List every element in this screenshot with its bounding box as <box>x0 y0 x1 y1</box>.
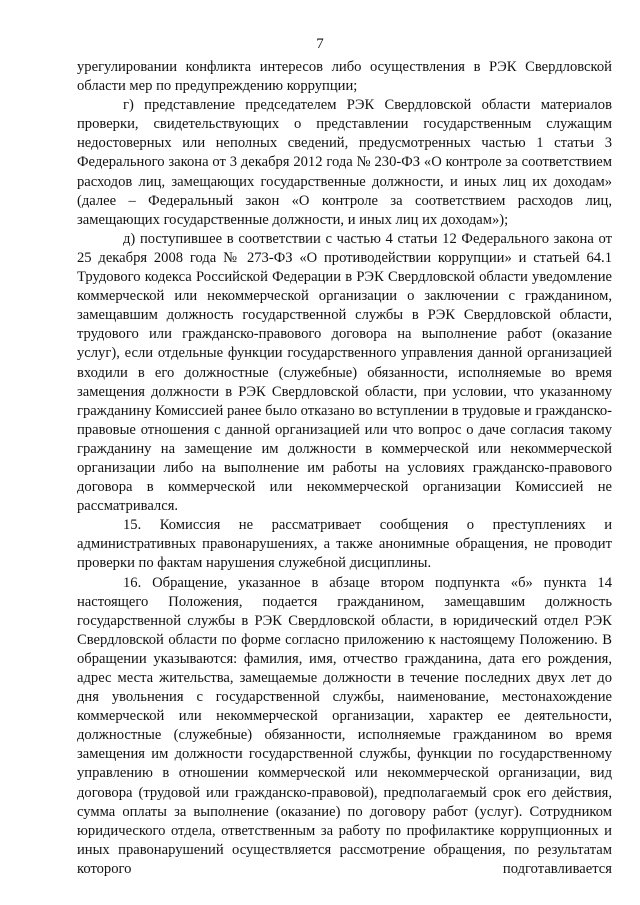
paragraph-continuation: урегулировании конфликта интересов либо осуществления в РЭК Свердловской области мер по предупреждению коррупции; <box>77 59 612 95</box>
paragraph-point-15: 15. Комиссия не рассматривает сообщения о преступлениях и административных правонарушениях, а также анонимные обращения, не проводит проверки по фактам нарушения служебной дисциплины. <box>77 517 612 572</box>
paragraph-item-g: г) представление председателем РЭК Свердловской области материалов проверки, свидетельствующих о представлении государственным служащим недостоверных или неполных сведений, предусмотренных частью 1 статьи 3 Федерального закона от 3 декабря 2012 года № 230-ФЗ «О контроле за соответствием расходов лиц, замещающих государственные должности, и иных лиц их доходам» (далее – Федеральный закон «О контроле за соответствием расходов лиц, замещающих государственные должности, и иных лиц их доходам»); <box>77 97 612 228</box>
document-body <box>77 58 612 879</box>
paragraph-point-16: 16. Обращение, указанное в абзаце втором подпункта «б» пункта 14 настоящего Положения, подается гражданином, замещавшим должность государственной службы в РЭК Свердловской области, в юридический отдел РЭК Свердловской области по форме согласно приложению к настоящему Положению. В обращении указываются: фамилия, имя, отчество гражданина, дата его рождения, адрес места жительства, замещаемые должности в течение последних двух лет до дня увольнения с государственной службы, наименование, местонахождение коммерческой или некоммерческой организации, характер ее деятельности, должностные (служебные) обязанности, исполняемые гражданином во время замещения им должности государственной службы, функции по государственному управлению в отношении коммерческой или некоммерческой организации, вид договора (трудовой или гражданско-правовой), предполагаемый срок его действия, сумма оплаты за выполнение (оказание) по договору работ (услуг). Сотрудником юридического отдела, ответственным за работу по профилактике коррупционных и иных правонарушений осуществляется рассмотрение обращения, по результатам которого подготавливается <box>77 574 612 877</box>
paragraph-item-d: д) поступившее в соответствии с частью 4 статьи 12 Федерального закона от 25 декабря 2008 года № 273-ФЗ «О противодействии коррупции» и статьей 64.1 Трудового кодекса Российской Федерации в РЭК Свердловской области уведомление коммерческой или некоммерческой организации о заключении с гражданином, замещавшим должность государственной службы в РЭК Свердловской области, трудового или гражданско-правового договора на выполнение работ (оказание услуг), если отдельные функции государственного управления данной организацией входили в его должностные (служебные) обязанности, исполняемые во время замещения должности в РЭК Свердловской области, при условии, что указанному гражданину Комиссией ранее было отказано во вступлении в трудовые и гражданско-правовые отношения с данной организацией или что вопрос о даче согласия такому гражданину на замещение им должности в коммерческой или некоммерческой организации либо на выполнение им работы на условиях гражданско-правового договора в коммерческой или некоммерческой организации Комиссией не рассматривался. <box>77 230 612 515</box>
page-number: 7 <box>316 36 324 52</box>
